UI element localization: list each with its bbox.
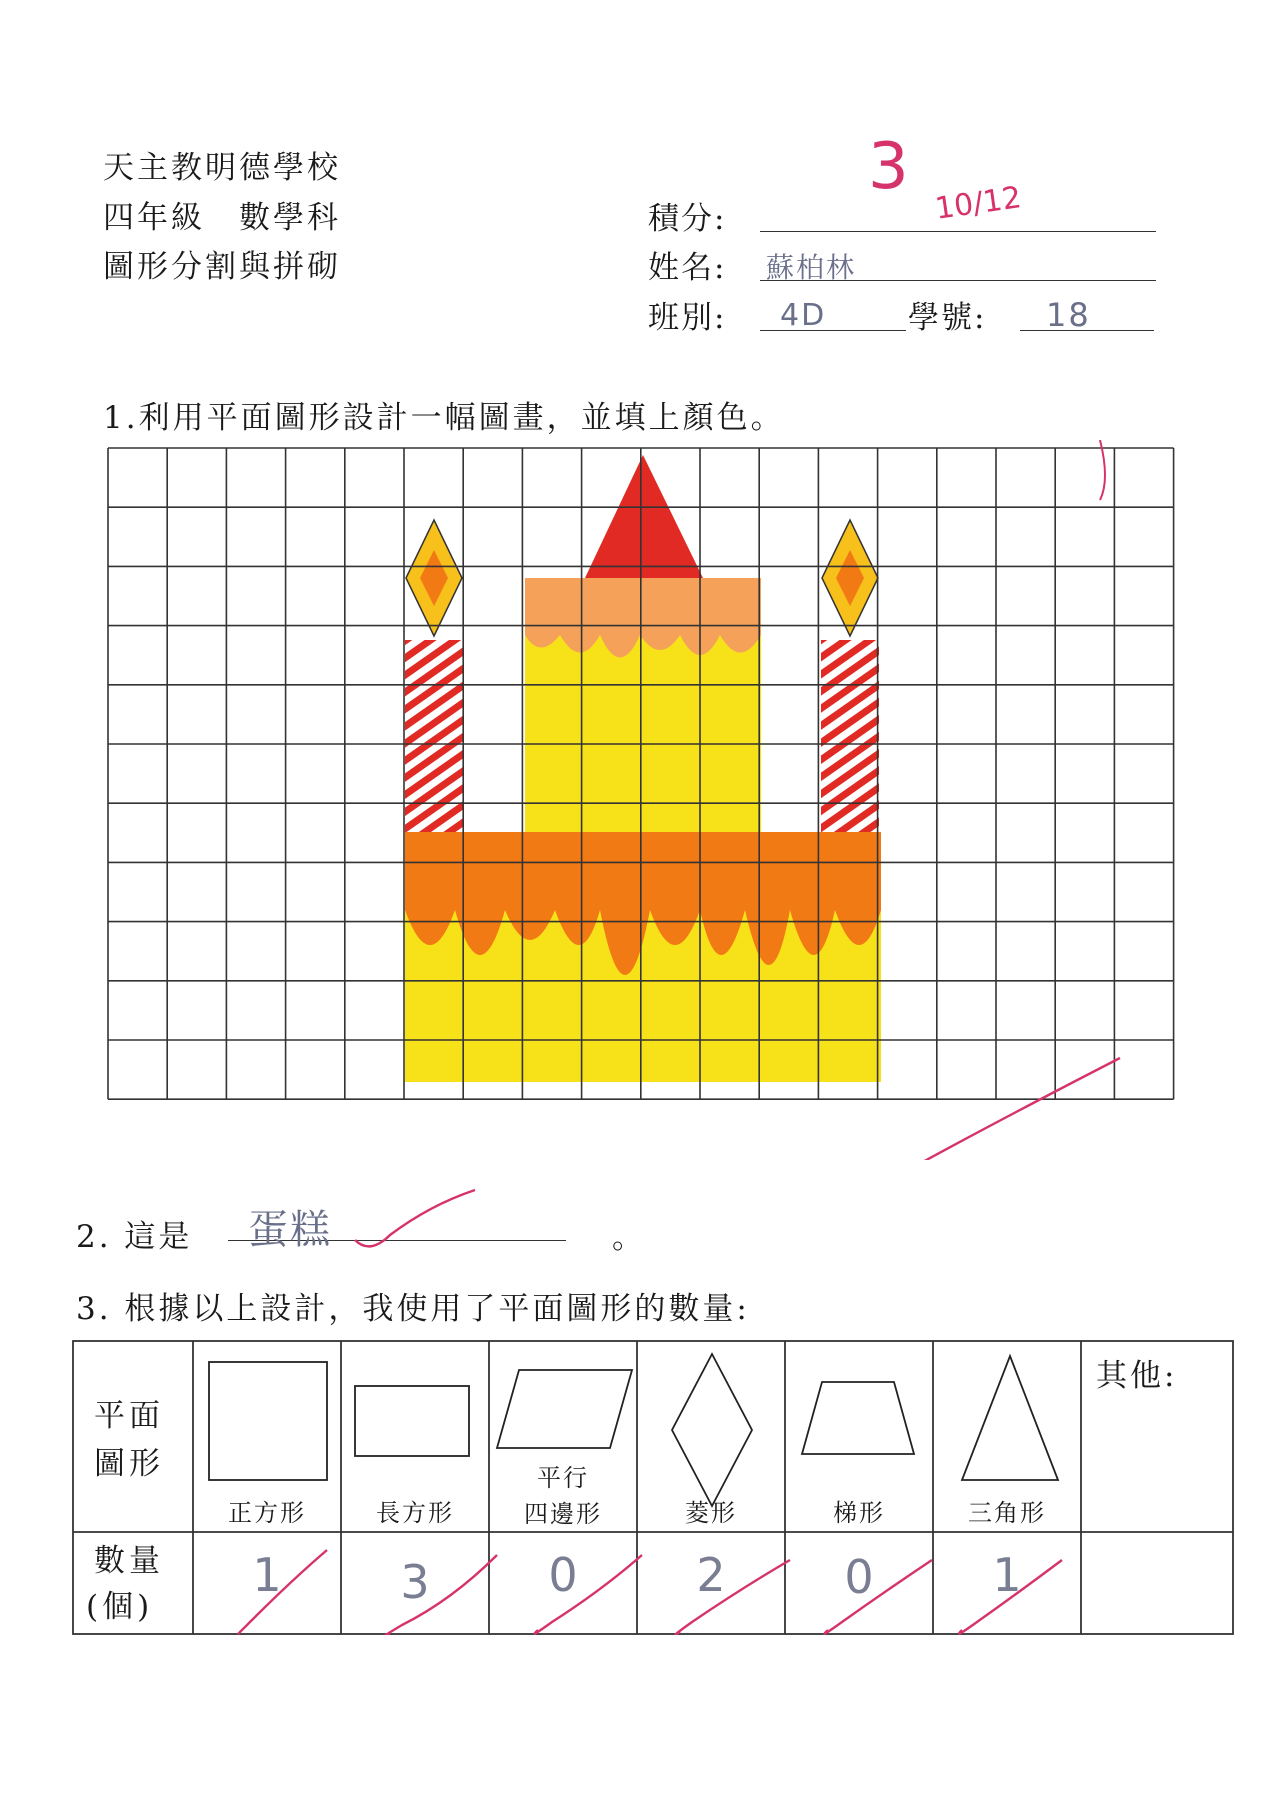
row-header-count: 數量 (個)	[86, 1543, 164, 1625]
label-triangle: 三角形	[968, 1499, 1046, 1527]
row-header-shapes: 平面 圖形	[94, 1398, 164, 1482]
school-name: 天主教明德學校	[103, 150, 341, 186]
worksheet-topic: 圖形分割與拼砌	[103, 249, 341, 285]
count-parallelogram: 0	[548, 1548, 578, 1602]
count-square: 1	[252, 1548, 282, 1602]
label-other: 其他:	[1096, 1358, 1178, 1394]
rectangle-icon	[355, 1386, 469, 1456]
score-value: 3	[868, 130, 909, 204]
student-class: 4D	[780, 298, 827, 333]
score-line	[760, 231, 1156, 232]
question-1: 1.利用平面圖形設計一幅圖畫，並填上顏色。	[103, 400, 785, 436]
triangle-icon	[962, 1356, 1058, 1480]
grid-lines	[108, 448, 1174, 1099]
trapezoid-icon	[802, 1382, 914, 1454]
grading-check-q2	[350, 1185, 480, 1255]
label-rectangle: 長方形	[376, 1499, 454, 1527]
question-3: 3. 根據以上設計，我使用了平面圖形的數量:	[76, 1291, 750, 1327]
count-triangle: 1	[992, 1548, 1022, 1602]
score-label: 積分:	[648, 201, 727, 237]
student-number: 18	[1046, 296, 1091, 334]
number-label: 學號:	[908, 300, 987, 336]
class-label: 班別:	[648, 300, 727, 336]
grid-drawing	[100, 440, 1190, 1160]
cake-triangle-top	[585, 455, 703, 578]
shapes-table	[72, 1340, 1234, 1635]
count-trapezoid: 0	[844, 1550, 874, 1604]
grade-subject: 四年級 數學科	[103, 200, 341, 236]
student-name: 蘇柏林	[766, 251, 857, 284]
label-square: 正方形	[228, 1499, 306, 1527]
count-rectangle: 3	[400, 1555, 430, 1609]
name-label: 姓名:	[648, 250, 727, 286]
grading-checks-q3	[239, 1550, 1062, 1635]
label-trapezoid: 梯形	[833, 1499, 885, 1527]
score-subvalue: 10/12	[932, 180, 1024, 227]
answer-q2: 蛋糕	[248, 1207, 332, 1253]
parallelogram-icon	[497, 1370, 632, 1448]
question-2-prefix: 2. 這是	[76, 1219, 193, 1255]
count-rhombus: 2	[696, 1548, 726, 1602]
label-parallelogram: 平行 四邊形	[524, 1464, 602, 1528]
square-icon	[209, 1362, 327, 1480]
rhombus-icon	[672, 1354, 752, 1506]
question-2-suffix: 。	[612, 1220, 646, 1256]
label-rhombus: 菱形	[685, 1499, 737, 1527]
